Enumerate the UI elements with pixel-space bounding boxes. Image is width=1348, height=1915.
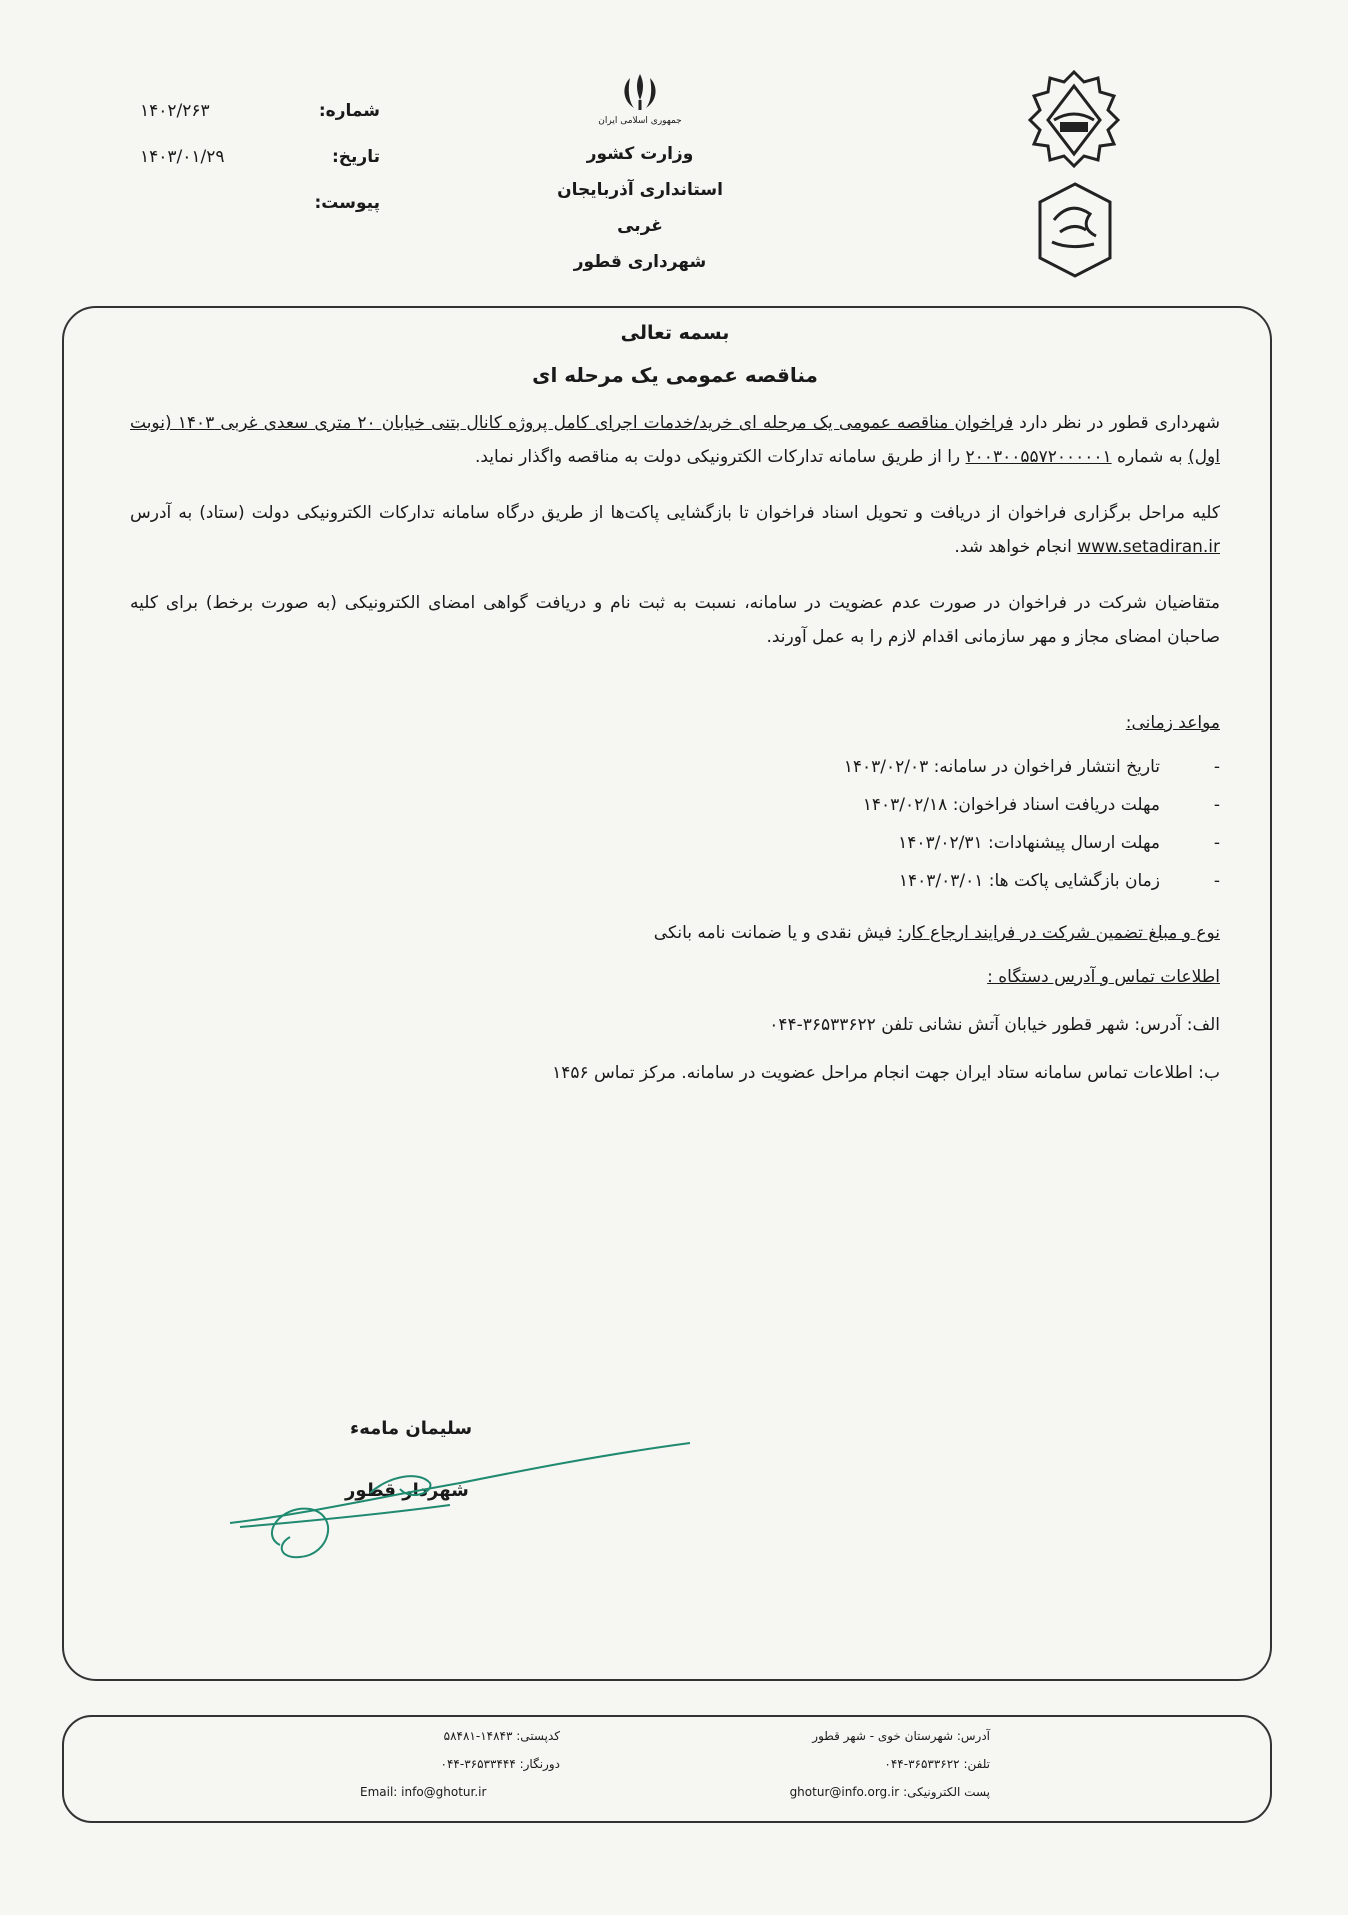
footer-fax: دورنگار: ۳۶۵۳۳۴۴۴-۰۴۴ [440, 1757, 560, 1771]
municipality-logo-icon [1020, 68, 1128, 168]
schedule-title: مواعد زمانی: [1125, 713, 1220, 733]
footer-postal-code: کدپستی: ۱۴۸۴۳-۵۸۴۸۱ [443, 1729, 560, 1743]
contact-title: اطلاعات تماس و آدرس دستگاه : [987, 967, 1220, 987]
tender-title: مناقصه عمومی یک مرحله ای [532, 363, 818, 387]
date-row [140, 134, 380, 180]
paragraph-applicants: متقاضیان شرکت در فراخوان در صورت عدم عضویت در سامانه، نسبت به ثبت نام و دریافت گواهی امضای الکترونیکی (به صورت برخط) برای کلیه صاحبان امضای مجاز و مهر سازمانی اقدام لازم را به عمل آورند. [130, 593, 1220, 647]
para2-text-a: کلیه مراحل برگزاری فراخوان از دریافت و تحویل اسناد فراخوان تا بازگشایی پاکت‌ها از طریق درگاه سامانه تدارکات الکترونیکی دولت (ستاد) به آدرس [130, 503, 1220, 523]
contact-setad: ب: اطلاعات تماس سامانه ستاد ایران جهت انجام مراحل عضویت در سامانه. مرکز تماس ۱۴۵۶ [552, 1063, 1220, 1083]
iran-emblem-icon [614, 70, 666, 116]
guarantee-line [130, 916, 1220, 950]
footer-email[interactable]: پست الکترونیکی: ghotur@info.org.ir [789, 1785, 990, 1799]
para1-text-a: شهرداری قطور در نظر دارد [1013, 413, 1220, 433]
schedule-item [130, 862, 1220, 900]
footer-contact-right [700, 1722, 990, 1806]
date-label: تاریخ: [332, 147, 380, 167]
guarantee-label: نوع و مبلغ تضمین شرکت در فرایند ارجاع کار: [897, 923, 1220, 943]
bullet-dash: - [1213, 871, 1220, 891]
emblem-caption: جمهوری اسلامی ایران [598, 116, 682, 126]
bullet-dash: - [1213, 833, 1220, 853]
handwritten-signature [220, 1405, 700, 1565]
guarantee-value: فیش نقدی و یا ضمانت نامه بانکی [653, 923, 898, 943]
footer-frame [62, 1715, 1272, 1823]
attachment-label: پیوست: [314, 193, 380, 213]
para1-text-b: به شماره [1111, 447, 1189, 467]
letter-meta [140, 88, 380, 226]
para1-tender-number: ۲۰۰۳۰۰۵۵۷۲۰۰۰۰۰۱ [965, 447, 1112, 467]
contact-address: الف: آدرس: شهر قطور خیابان آتش نشانی تلفن ۳۶۵۳۳۶۲۲-۰۴۴ [769, 1015, 1220, 1035]
schedule-opening-date: زمان بازگشایی پاکت ها: ۱۴۰۳/۰۳/۰۱ [898, 871, 1160, 891]
footer-phone: تلفن: ۳۶۵۳۳۶۲۲-۰۴۴ [884, 1757, 990, 1771]
org-ministry: وزارت کشور [586, 144, 694, 164]
para2-text-b: انجام خواهد شد. [954, 537, 1078, 557]
para1-text-c: را از طریق سامانه تدارکات الکترونیکی دولت به مناقصه واگذار نماید. [474, 447, 966, 467]
schedule-publish-date: تاریخ انتشار فراخوان در سامانه: ۱۴۰۳/۰۲/۰۳ [843, 757, 1160, 777]
invocation: بسمه تعالی [620, 322, 730, 344]
footer-address: آدرس: شهرستان خوی - شهر قطور [812, 1729, 990, 1743]
para1-underlined-project: فراخوان مناقصه عمومی یک مرحله ای خرید/خدمات اجرای کامل پروژه کانال بتنی خیابان ۲۰ متری سعدی غربی ۱۴۰۳ (نوبت اول) [130, 413, 1220, 467]
signatory-name: سلیمان مامه‌ء [350, 1418, 473, 1439]
footer-contact-left [360, 1722, 560, 1806]
paragraph-procedure [130, 496, 1220, 564]
calligraphy-seal-icon [1030, 180, 1120, 280]
schedule-bid-deadline: مهلت ارسال پیشنهادات: ۱۴۰۳/۰۲/۳۱ [898, 833, 1160, 853]
spacer [130, 676, 1220, 706]
schedule-doc-deadline: مهلت دریافت اسناد فراخوان: ۱۴۰۳/۰۲/۱۸ [862, 795, 1160, 815]
number-row [140, 88, 380, 134]
paragraph-intro [130, 406, 1220, 474]
org-header [540, 70, 740, 280]
date-value: ۱۴۰۳/۰۱/۲۹ [140, 147, 225, 167]
bullet-dash: - [1213, 757, 1220, 777]
signatory-title: شهردار قطور [345, 1480, 469, 1501]
number-label: شماره: [318, 101, 380, 121]
number-value: ۱۴۰۲/۲۶۳ [140, 101, 210, 121]
setad-link[interactable]: www.setadiran.ir [1077, 537, 1220, 557]
org-municipality: شهرداری قطور [573, 252, 707, 272]
bullet-dash: - [1213, 795, 1220, 815]
footer-email-2[interactable]: Email: info@ghotur.ir [360, 1785, 487, 1799]
schedule-item [130, 786, 1220, 824]
attachment-row [140, 180, 380, 226]
schedule-item [130, 748, 1220, 786]
org-governorate: استانداری آذربایجان غربی [557, 180, 723, 236]
letter-body [130, 316, 1220, 1090]
schedule-item [130, 824, 1220, 862]
